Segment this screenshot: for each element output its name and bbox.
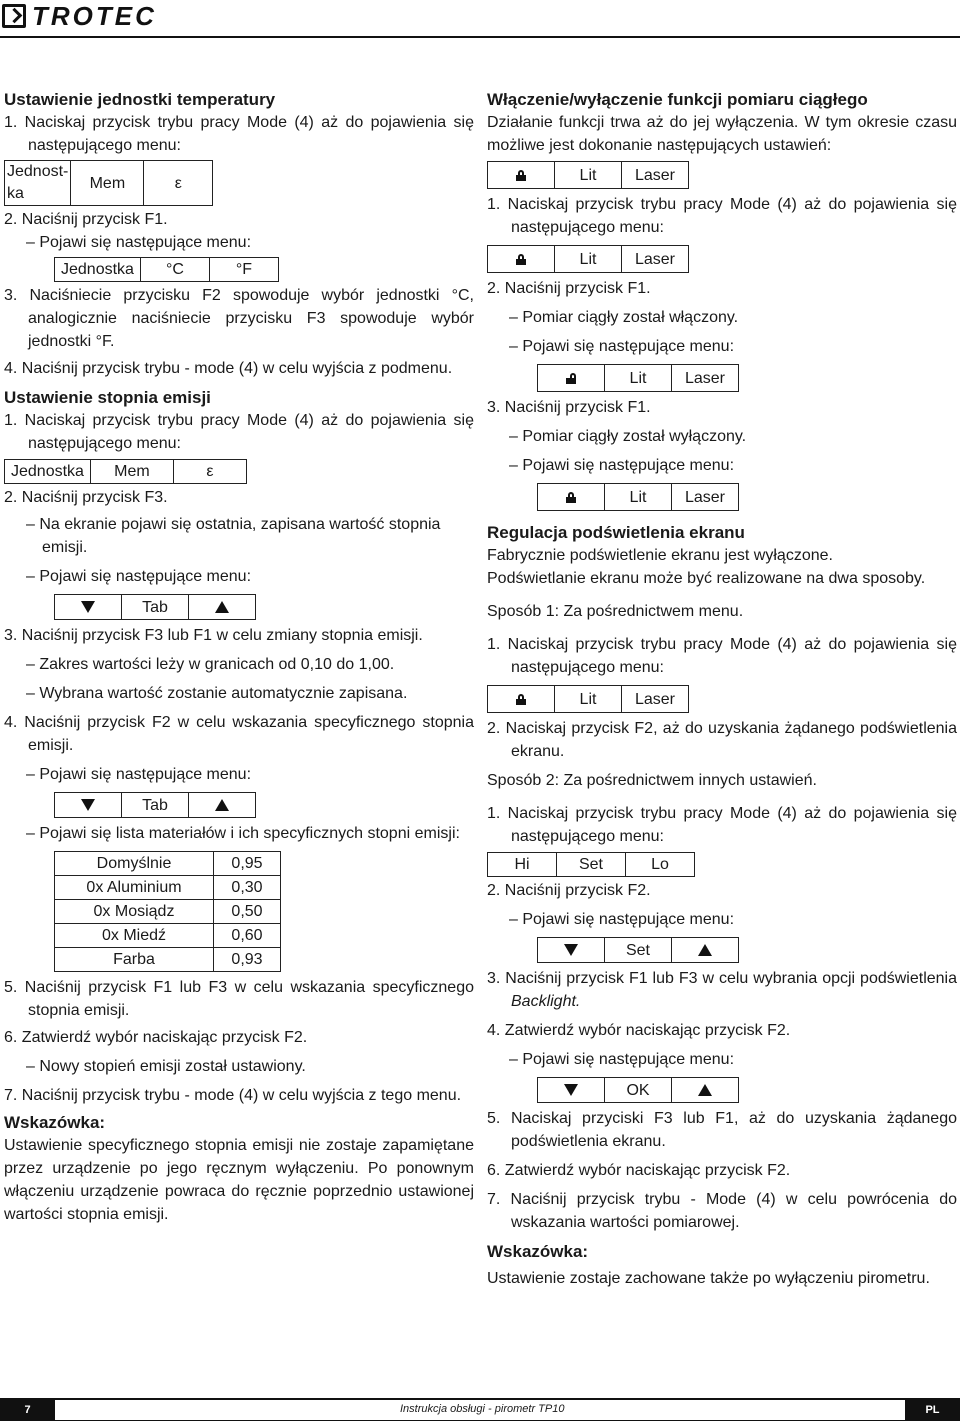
- step: 2. Naciśnij przycisk F3.: [4, 489, 168, 506]
- menu-ok: [537, 1077, 739, 1103]
- cell: Tab: [122, 793, 189, 818]
- sub-step: – Pojawi się następujące menu:: [4, 565, 474, 588]
- sub-step: – Nowy stopień emisji został ustawiony.: [4, 1055, 474, 1078]
- note-heading: Wskazówka:: [487, 1242, 589, 1261]
- cell: Laser: [672, 365, 739, 392]
- cell: Mem: [90, 460, 173, 484]
- step: 4. Naciśnij przycisk F2 w celu wskazania specyficznego stopnia emisji.: [4, 714, 474, 754]
- cell: Lit: [605, 484, 672, 511]
- material-name: 0x Miedź: [55, 924, 214, 948]
- material-value: 0,50: [214, 900, 281, 924]
- note-text: Ustawienie specyficznego stopnia emisji nie zostaje zapamiętane przez urządzenie po jego ręcznym wyłączeniu. Po ponownym włączeniu urządzenie powraca do ręcznie poprzednio ustawionej wartości stopnia emisji.: [4, 1137, 474, 1223]
- down-arrow-icon: [55, 793, 122, 818]
- paragraph: Działanie funkcji trwa aż do jej wyłączenia. W tym okresie czasu możliwe jest dokonanie następujących ustawień:: [487, 114, 957, 154]
- cell: °F: [209, 258, 278, 282]
- heading-temperature-unit: Ustawienie jednostki temperatury: [4, 90, 276, 109]
- step: 1. Naciskaj przycisk trybu pracy Mode (4) aż do pojawienia się następującego menu:: [4, 114, 474, 154]
- up-arrow-icon: [189, 595, 256, 620]
- note-heading: Wskazówka:: [4, 1113, 106, 1132]
- down-arrow-icon: [538, 938, 605, 963]
- lock-icon: [538, 484, 605, 511]
- step: 2. Naciśnij przycisk F2.: [487, 882, 651, 899]
- header-rule: [0, 36, 960, 38]
- menu-lit-laser-2: [487, 245, 689, 273]
- brand-logo: [2, 0, 157, 31]
- table-row: [55, 852, 281, 876]
- left-column: [4, 88, 474, 1226]
- cell: Laser: [672, 484, 739, 511]
- cell: Lit: [555, 246, 622, 273]
- step: 4. Zatwierdź wybór naciskając przycisk F2.: [487, 1022, 791, 1039]
- footer-title: Instrukcja obsługi - pirometr TP10: [400, 1403, 565, 1415]
- step: 6. Zatwierdź wybór naciskając przycisk F2.: [487, 1162, 791, 1179]
- table-row: [55, 948, 281, 972]
- cell: Laser: [622, 246, 689, 273]
- menu-lit-laser-open: [537, 364, 739, 392]
- cell: Mem: [71, 161, 144, 206]
- material-name: Farba: [55, 948, 214, 972]
- step: 1. Naciskaj przycisk trybu pracy Mode (4) aż do pojawienia się następującego menu:: [487, 636, 957, 676]
- up-arrow-icon: [672, 938, 739, 963]
- cell: Laser: [622, 686, 689, 713]
- sub-step: – Pojawi się następujące menu:: [487, 454, 957, 477]
- material-value: 0,95: [214, 852, 281, 876]
- step: 1. Naciskaj przycisk trybu pracy Mode (4) aż do pojawienia się następującego menu:: [487, 805, 957, 845]
- brand-name: TROTEC: [32, 0, 157, 31]
- sub-step: – Pojawi się następujące menu:: [487, 1048, 957, 1071]
- unlock-icon: [538, 365, 605, 392]
- menu-lit-laser: [487, 161, 689, 189]
- down-arrow-icon: [55, 595, 122, 620]
- sub-step: – Wybrana wartość zostanie automatycznie zapisana.: [4, 682, 474, 705]
- sub-step: – Zakres wartości leży w granicach od 0,10 do 1,00.: [4, 653, 474, 676]
- lock-icon: [488, 686, 555, 713]
- sub-step: – Pojawi się następujące menu:: [487, 908, 957, 931]
- sub-step: – Pojawi się następujące menu:: [4, 231, 474, 254]
- up-arrow-icon: [672, 1078, 739, 1103]
- step: 3. Naciśnij przycisk F3 lub F1 w celu zmiany stopnia emisji.: [4, 627, 423, 644]
- table-row: [55, 924, 281, 948]
- step: 1. Naciskaj przycisk trybu pracy Mode (4) aż do pojawienia się następującego menu:: [487, 196, 957, 236]
- logo-mark-icon: [2, 4, 26, 28]
- up-arrow-icon: [189, 793, 256, 818]
- step: 7. Naciśnij przycisk trybu - Mode (4) w celu powrócenia do wskazania wartości pomiarowej.: [487, 1191, 957, 1231]
- language-code: PL: [905, 1400, 960, 1420]
- step: 3. Naciśnij przycisk F1.: [487, 399, 651, 416]
- cell: Jednostka: [5, 460, 91, 484]
- table-row: [55, 900, 281, 924]
- cell: Lit: [555, 686, 622, 713]
- step: 6. Zatwierdź wybór naciskając przycisk F2.: [4, 1029, 308, 1046]
- cell: °C: [140, 258, 209, 282]
- menu-tab: [54, 594, 256, 620]
- sub-step: – Pomiar ciągły został włączony.: [487, 306, 957, 329]
- cell: Set: [605, 938, 672, 963]
- cell: Lit: [605, 365, 672, 392]
- lock-icon: [488, 246, 555, 273]
- heading-emission: Ustawienie stopnia emisji: [4, 388, 211, 407]
- cell: Lit: [555, 162, 622, 189]
- step: 2. Naciśnij przycisk F1.: [487, 280, 651, 297]
- note-text: Ustawienie zostaje zachowane także po wyłączeniu pirometru.: [487, 1270, 930, 1287]
- cell: OK: [605, 1078, 672, 1103]
- table-row: [55, 876, 281, 900]
- material-name: Domyślnie: [55, 852, 214, 876]
- sub-step: – Pojawi się lista materiałów i ich specyficznych stopni emisji:: [4, 822, 474, 845]
- paragraph: Sposób 2: Za pośrednictwem innych ustawień.: [487, 772, 817, 789]
- cell: Jednostka: [55, 258, 141, 282]
- paragraph: Fabrycznie podświetlenie ekranu jest wyłączone.: [487, 547, 833, 564]
- cell: Set: [557, 853, 626, 877]
- step: 3. Naciśnij przycisk F1 lub F3 w celu wybrania opcji podświetlenia Backlight.: [487, 970, 957, 1010]
- step: 2. Naciśnij przycisk F1.: [4, 211, 168, 228]
- menu-lit-laser-3: [537, 483, 739, 511]
- material-value: 0,30: [214, 876, 281, 900]
- sub-step: – Pomiar ciągły został wyłączony.: [487, 425, 957, 448]
- menu-hi-set-lo: [487, 852, 695, 877]
- material-name: 0x Mosiądz: [55, 900, 214, 924]
- sub-step: – Na ekranie pojawi się ostatnia, zapisana wartość stopnia emisji.: [4, 513, 474, 559]
- menu-unit-mem-2: [4, 459, 247, 484]
- paragraph: Podświetlanie ekranu może być realizowane na dwa sposoby.: [487, 570, 926, 587]
- heading-backlight: Regulacja podświetlenia ekranu: [487, 523, 745, 542]
- heading-continuous: Włączenie/wyłączenie funkcji pomiaru ciągłego: [487, 90, 868, 109]
- page-footer: [0, 1398, 960, 1421]
- cell: Laser: [622, 162, 689, 189]
- cell: Jednost-ka: [5, 161, 71, 206]
- cell: ε: [144, 161, 213, 206]
- menu-unit-mem: [4, 160, 213, 206]
- material-name: 0x Aluminium: [55, 876, 214, 900]
- lock-icon: [488, 162, 555, 189]
- step: 4. Naciśnij przycisk trybu - mode (4) w celu wyjścia z podmenu.: [4, 360, 453, 377]
- cell: Lo: [626, 853, 695, 877]
- menu-lit-laser-4: [487, 685, 689, 713]
- sub-step: – Pojawi się następujące menu:: [4, 763, 474, 786]
- step: 5. Naciśnij przycisk F1 lub F3 w celu wskazania specyficznego stopnia emisji.: [4, 979, 474, 1019]
- step: 3. Naciśniecie przycisku F2 spowoduje wybór jednostki °C, analogicznie naciśniecie przycisku F3 spowoduje wybór jednostki °F.: [4, 287, 474, 350]
- menu-unit-select: [54, 257, 279, 282]
- step: 7. Naciśnij przycisk trybu - mode (4) w celu wyjścia z tego menu.: [4, 1087, 462, 1104]
- cell: ε: [173, 460, 246, 484]
- down-arrow-icon: [538, 1078, 605, 1103]
- materials-table: [54, 851, 281, 972]
- right-column: [487, 88, 957, 1290]
- cell: Hi: [488, 853, 557, 877]
- step: 2. Naciskaj przycisk F2, aż do uzyskania żądanego podświetlenia ekranu.: [487, 720, 957, 760]
- sub-step: – Pojawi się następujące menu:: [487, 335, 957, 358]
- paragraph: Sposób 1: Za pośrednictwem menu.: [487, 603, 744, 620]
- page-number: 7: [0, 1400, 55, 1420]
- step: 5. Naciskaj przyciski F3 lub F1, aż do uzyskania żądanego podświetlenia ekranu.: [487, 1110, 957, 1150]
- menu-tab-2: [54, 792, 256, 818]
- cell: Tab: [122, 595, 189, 620]
- step: 1. Naciskaj przycisk trybu pracy Mode (4) aż do pojawienia się następującego menu:: [4, 412, 474, 452]
- menu-set: [537, 937, 739, 963]
- material-value: 0,60: [214, 924, 281, 948]
- material-value: 0,93: [214, 948, 281, 972]
